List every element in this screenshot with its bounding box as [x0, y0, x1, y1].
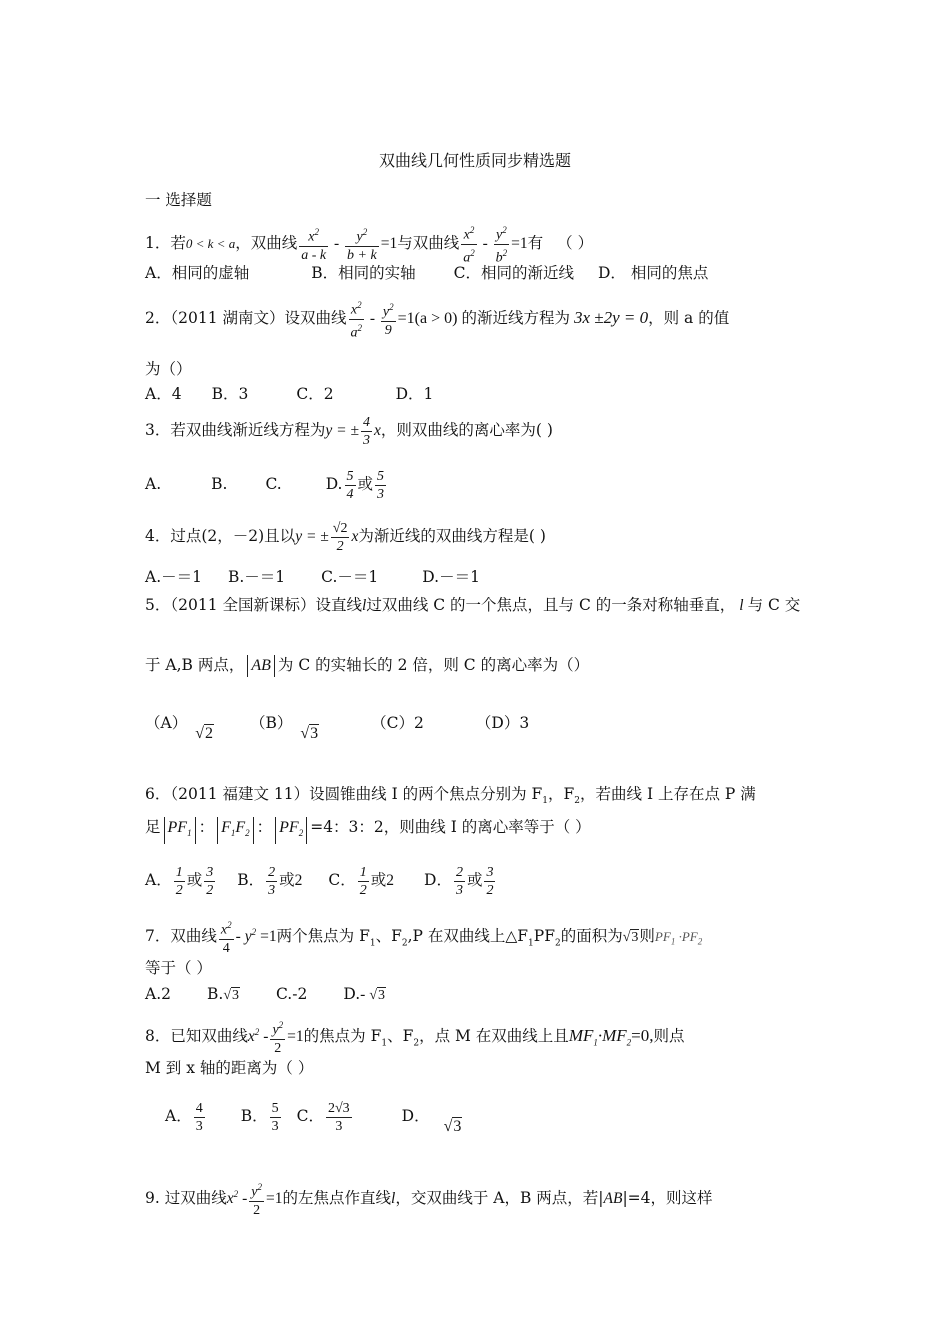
q6-option-d: D． — [424, 871, 452, 889]
q7-dot-product: $PF_1 \cdot PF_2$ — [654, 929, 703, 947]
q2-text-2: ，则 a 的值 — [648, 309, 730, 327]
q8-options — [165, 1094, 462, 1139]
q6-pf1-abs: $PF_1$ — [164, 817, 196, 844]
q2-line-2: 为（） — [145, 360, 192, 378]
q7-fraction: $\frac{x^2}{4}$ — [219, 917, 234, 957]
q6-a-frac-2: $\frac{3}{2}$ — [206, 864, 214, 898]
q6-d-frac-2: $\frac{3}{2}$ — [486, 864, 494, 898]
q3-option-a: A. — [145, 475, 162, 493]
section-heading: 一 选择题 — [145, 191, 212, 209]
q4-text: 为渐近线的双曲线方程是( ) — [358, 527, 546, 545]
q7-option-b: B. — [206, 985, 224, 1003]
q2-fraction-1: $\frac{x^2}{a^2}$ — [349, 297, 365, 341]
q2-asymptote: 3x ±2y = 0 — [573, 308, 649, 327]
q1-option-a: A．相同的虚轴 — [145, 264, 250, 282]
q8-option-b: B． — [240, 1107, 268, 1125]
question-1: 1．若0 < k < a，双曲线 $\frac{x^2}{a - k}$ - $\frac{y^2}{b + k}$ =1与双曲线 $\frac{x^2}{a^2}$ - $\frac{y^2}{b^2}$ =1有 （ ） — [145, 222, 593, 266]
question-4: 4．过点(2，－2)且以y = ± $\frac{√2}{2}$ x为渐近线的双曲线方程是( ) — [145, 520, 546, 554]
q6-d-frac-1: $\frac{2}{3}$ — [455, 864, 463, 898]
q3-options: A. B. C. D. $\frac{5}{4}$ 或 $\frac{5}{3}$ — [145, 468, 385, 502]
question-2: 2．（2011 湖南文）设双曲线 $\frac{x^2}{a^2}$ - $\frac{y^2}{9}$ =1(a > 0) 的渐近线方程为 3x ±2y = 0，则 a 的值 — [145, 296, 729, 341]
q6-c-frac: $\frac{1}{2}$ — [359, 864, 367, 898]
q3-number: 3．若双曲线渐近线方程为 — [145, 421, 326, 439]
q7-options: A.2 B.√3 C.-2 D.- √3 — [145, 985, 386, 1003]
q2-option-c: C．2 — [296, 385, 334, 403]
q1-fraction-4: $\frac{y^2}{b^2}$ — [494, 222, 510, 266]
q8-c-frac: $\frac{2√3}{3}$ — [327, 1100, 350, 1134]
q4-fraction: $\frac{√2}{2}$ — [332, 520, 348, 554]
q2-option-d: D．1 — [395, 385, 434, 403]
q8-option-c: C． — [296, 1107, 324, 1125]
q3-text: ，则双曲线的离心率为( ) — [380, 421, 553, 439]
q8-line-2: M 到 x 轴的距离为（ ） — [145, 1059, 314, 1077]
q3-fraction: $\frac{4}{3}$ — [362, 414, 370, 448]
question-6: 6．（2011 福建文 11）设圆锥曲线 I 的两个焦点分别为 $F_1$，$F_2$，若曲线 I 上存在点 P 满 — [145, 785, 756, 807]
q6-option-a: A． — [145, 871, 172, 889]
q3-option-d-fraction-2: $\frac{5}{3}$ — [377, 468, 385, 502]
q6-f1f2-abs: $F_1F_2$ — [217, 817, 254, 844]
q6-pf2-abs: $PF_2$ — [275, 817, 307, 844]
q8-option-d: D． — [401, 1107, 430, 1125]
q2-text-1: 的渐近线方程为 — [461, 309, 570, 327]
q6-option-b: B． — [237, 871, 265, 889]
question-7: 7．双曲线 $\frac{x^2}{4}$ - $y^2 =1$两个焦点为 $F_1$、$F_2,P$ 在双曲线上$\triangle F_1PF_2$的面积为√3则$PF_1 \cdot PF_2$ — [145, 910, 702, 965]
q2-option-b: B．3 — [211, 385, 249, 403]
q7-option-d: D. — [343, 985, 361, 1003]
q7-d-sqrt: √3 — [369, 988, 386, 1003]
q2-fraction-2: $\frac{y^2}{9}$ — [381, 299, 396, 339]
q2-equation-tail: =1(a > 0) — [397, 310, 458, 327]
q1-text-2: 与双曲线 — [397, 234, 460, 253]
q5-line-2: 于 A,B 两点， AB 为 C 的实轴长的 2 倍，则 C 的离心率为（） — [145, 650, 589, 680]
q1-number: 1．若 — [145, 234, 186, 253]
q6-a-frac-1: $\frac{1}{2}$ — [175, 864, 183, 898]
q5-options — [145, 706, 529, 741]
q4-option-b: B.－＝1 — [227, 568, 286, 586]
q1-condition: 0 < k < a — [185, 236, 236, 252]
q1-option-b: B．相同的实轴 — [311, 264, 416, 282]
q5-option-a: （A） — [145, 714, 188, 732]
q3-option-d-fraction-1: $\frac{5}{4}$ — [346, 468, 354, 502]
q4-options — [145, 566, 480, 588]
q5-sqrt-2: √2 — [195, 725, 213, 742]
q2-options — [145, 383, 433, 405]
q4-option-d: D.－＝1 — [422, 568, 480, 586]
q2-option-a: A．4 — [145, 385, 182, 403]
q8-fraction: $\frac{y^2}{2}$ — [270, 1017, 285, 1057]
q9-fraction: $\frac{y^2}{2}$ — [249, 1179, 264, 1219]
question-9: 9. 过双曲线$x^2$ - $\frac{y^2}{2}$ =1的左焦点作直线l，交双曲线于 A，B 两点，若|AB|=4，则这样 — [145, 1172, 713, 1221]
q6-options: A． $\frac{1}{2}$ 或 $\frac{3}{2}$ B． $\frac{2}{3}$ 或2 C． $\frac{1}{2}$ 或2 D． $\frac{2}{3}$ 或 $\frac{3}{2}$ — [145, 864, 494, 898]
q7-sqrt-3: √3 — [622, 930, 639, 946]
q1-answer-bracket: （ ） — [557, 234, 594, 253]
q7-option-c: C.-2 — [276, 985, 308, 1003]
q6-line-2: 足 $PF_1$ ： $F_1F_2$ ： $PF_2 =4$：3：2，则曲线 I 的离心率等于（ ） — [145, 812, 591, 844]
q3-option-d: D. — [325, 475, 343, 493]
q8-b-frac: $\frac{5}{3}$ — [271, 1100, 279, 1134]
q1-fraction-2: $\frac{y^2}{b + k}$ — [345, 224, 379, 264]
q1-fraction-1: $\frac{x^2}{a - k}$ — [299, 224, 328, 264]
q2-number: 2．（2011 湖南文）设双曲线 — [145, 309, 347, 327]
question-5: 5．（2011 全国新课标）设直线l过双曲线 C 的一个焦点，且与 C 的一条对称轴垂直， l 与 C 交 — [145, 596, 801, 614]
q5-option-d: （D）3 — [475, 714, 530, 732]
q4-number: 4．过点(2，－2)且以 — [145, 527, 296, 545]
q1-equals: =1 — [380, 235, 398, 253]
page-title: 双曲线几何性质同步精选题 — [378, 151, 571, 170]
q5-sqrt-3: √3 — [300, 725, 319, 742]
q6-option-c: C． — [328, 871, 356, 889]
q6-b-frac: $\frac{2}{3}$ — [268, 864, 276, 898]
q1-fraction-3: $\frac{x^2}{a^2}$ — [461, 222, 477, 266]
question-8: 8．已知双曲线$x^2$ - $\frac{y^2}{2}$ =1的焦点为 $F_1$、$F_2$，点 M 在双曲线上且$MF_1\cdot MF_2=0$,则点 — [145, 1010, 685, 1065]
q1-option-d: D． 相同的焦点 — [597, 264, 709, 282]
q1-option-c: C．相同的渐近线 — [453, 264, 574, 282]
q3-option-b: B. — [211, 475, 228, 493]
q5-option-c: （C）2 — [371, 714, 424, 732]
q7-line-2: 等于（ ） — [145, 959, 212, 977]
q8-a-frac: $\frac{4}{3}$ — [195, 1100, 203, 1134]
q5-option-b: （B） — [249, 714, 293, 732]
q7-option-a: A.2 — [145, 985, 171, 1003]
q7-b-sqrt: √3 — [223, 988, 239, 1003]
q8-option-a: A． — [165, 1107, 192, 1125]
q5-ab-abs: AB — [247, 655, 275, 677]
q8-d-sqrt: √3 — [443, 1118, 462, 1135]
q4-option-a: A.－＝1 — [145, 568, 202, 586]
q3-option-c: C. — [265, 475, 282, 493]
q1-options — [145, 262, 708, 284]
question-3: 3．若双曲线渐近线方程为y = ± $\frac{4}{3}$ x，则双曲线的离心率为( ) — [145, 414, 553, 448]
q1-text-1: ，双曲线 — [235, 234, 298, 253]
q4-option-c: C.－＝1 — [321, 568, 379, 586]
